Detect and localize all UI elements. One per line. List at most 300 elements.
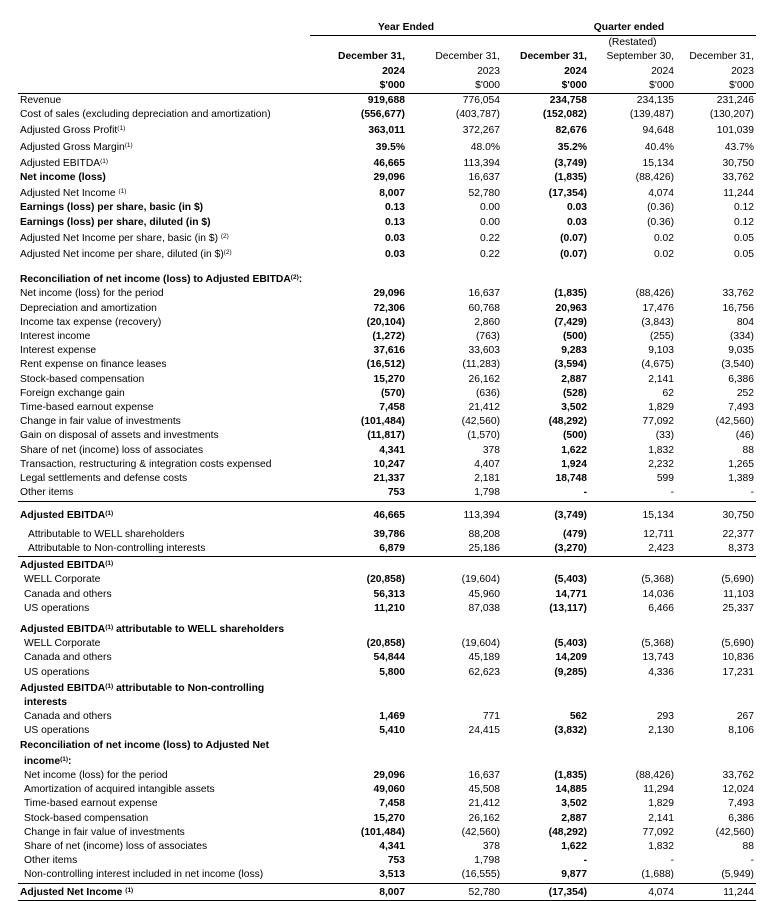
cell-col4 [589,557,676,574]
table-row [18,854,756,868]
cell-col4: 77,092 [642,826,674,838]
table-row [18,246,756,262]
footnote-marker: (1) [124,141,133,149]
footnote-marker: (1) [100,157,109,165]
cell-col4: 234,135 [636,95,674,107]
col3-year: 2024 [564,65,587,77]
cell-col2: 0.22 [479,249,500,261]
section-heading-row [18,680,756,696]
row-label [18,557,310,574]
cell-col2: 378 [482,444,500,456]
table-row [18,588,756,602]
cell-col3 [502,680,589,696]
cell-col5: (334) [729,331,754,343]
cell-col1: 6,879 [310,542,407,557]
cell-col2: 24,415 [468,725,500,737]
cell-col1: (20,858) [366,638,405,650]
cell-col3: 20,963 [555,302,587,314]
cell-col4: - [670,855,674,867]
row-label [18,883,310,900]
col1-unit: $'000 [310,79,407,94]
row-label-text: WELL Corporate [24,574,101,586]
cell-col4: (3,843) [641,316,674,328]
cell-col3: 3,502 [561,402,587,414]
cell-col1: 753 [387,855,405,867]
cell-col1: 0.13 [384,216,405,228]
cell-col3: - [583,855,587,867]
table-row [18,415,756,429]
cell-col3: 3,502 [561,798,587,810]
cell-col1: 29,096 [373,288,405,300]
row-label [18,185,310,201]
cell-col1: 4,341 [379,840,405,852]
row-label [18,651,310,665]
table-row [18,528,756,542]
row-label-text: Net income (loss) [20,172,106,184]
table-row [18,797,756,811]
cell-col2: (1,570) [467,430,500,442]
cell-col4: 77,092 [642,416,674,428]
cell-col2: 113,394 [463,509,500,521]
col5-unit: $'000 [676,79,756,94]
row-label-text: US operations [24,725,90,737]
row-label-text: Rent expense on finance leases [20,359,167,371]
cell-col3: (17,354) [502,883,589,900]
column-date-row [18,50,756,64]
row-label [18,507,310,523]
cell-col5: 0.12 [733,216,754,228]
table-row [18,868,756,883]
period-group-header [18,21,756,36]
cell-col1: (16,512) [366,359,405,371]
cell-col4: 1,832 [648,444,674,456]
row-label [18,724,310,738]
cell-col5: (5,690) [721,574,754,586]
cell-col3: (7,429) [554,316,587,328]
cell-col5: 25,337 [722,602,754,614]
cell-col1: 15,270 [373,812,405,824]
table-row [18,651,756,665]
cell-col2: (42,560) [461,826,500,838]
cell-col4: 17,476 [642,302,674,314]
financial-table [18,21,756,901]
cell-col1: (101,484) [360,416,405,428]
cell-col1: 49,060 [373,784,405,796]
cell-col3: 0.03 [566,216,587,228]
cell-col2: (19,604) [461,574,500,586]
row-label-text: Net income (loss) for the period [20,288,164,300]
cell-col2: (763) [475,331,500,343]
row-label-suffix: : [298,274,303,286]
cell-col1: 5,410 [379,725,405,737]
row-label-text: Adjusted Gross Margin [20,141,125,153]
cell-col1: 56,313 [373,588,405,600]
cell-col1 [310,621,407,637]
cell-col5: 17,231 [722,666,754,678]
row-label [18,444,310,458]
row-label-text: Income tax expense (recovery) [20,316,162,328]
cell-col4 [589,753,676,769]
cell-col5 [676,271,756,287]
row-label-text: Amortization of acquired intangible assets [24,784,215,796]
row-label [18,271,310,287]
cell-col3: 562 [569,711,587,723]
cell-col5: 252 [736,387,754,399]
cell-col5: 88 [742,840,754,852]
row-label-text: US operations [24,666,90,678]
cell-col3: 35.2% [557,141,587,153]
footnote-marker: (1) [105,682,114,690]
cell-col1: 753 [310,486,407,501]
cell-col4: 2,141 [648,373,674,385]
cell-col5: 267 [736,711,754,723]
cell-col1: 5,800 [379,666,405,678]
cell-col5 [676,621,756,637]
cell-col2: 45,508 [468,784,500,796]
cell-col5: 804 [736,316,754,328]
restated-row [18,36,756,51]
cell-col1 [310,696,407,710]
col4-unit: $'000 [589,79,676,94]
cell-col2: 1,798 [474,855,500,867]
cell-col4 [589,739,676,753]
row-label [18,358,310,372]
row-label-text: Other items [24,855,78,867]
table-row [18,458,756,472]
cell-col1: (556,677) [360,109,405,121]
cell-col4: 11,294 [643,784,674,796]
spacer-row [18,262,756,271]
cell-col1 [310,271,407,287]
cell-col3: (479) [562,528,587,540]
cell-col1: 11,210 [374,602,405,614]
cell-col4: (88,426) [635,769,674,781]
row-label [18,155,310,171]
table-row [18,139,756,155]
cell-col3: (500) [562,331,587,343]
cell-col3: (3,749) [554,157,587,169]
cell-col4: 2,141 [648,812,674,824]
cell-col4: 2,130 [648,725,674,737]
row-label [18,621,310,637]
col5-year: 2023 [731,65,754,77]
table-row [18,486,756,501]
cell-col2: 113,394 [463,157,500,169]
cell-col3: 2,887 [561,373,587,385]
row-label-text: Adjusted EBITDA [20,623,106,635]
cell-col1: 363,011 [368,125,405,137]
cell-col4: - [589,486,676,501]
cell-col5: 33,762 [722,172,754,184]
cell-col3 [502,753,589,769]
row-label-text: Interest expense [20,345,97,357]
cell-col5: 6,386 [728,373,754,385]
cell-col3: (17,354) [548,188,587,200]
table-row [18,666,756,680]
col1-year: 2024 [382,65,405,77]
row-label-text: Stock-based compensation [24,812,149,824]
row-label [18,868,310,883]
cell-col2 [407,696,502,710]
row-label [18,602,310,616]
row-label [18,316,310,330]
cell-col5: 88 [742,444,754,456]
cell-col1 [310,557,407,574]
cell-col3: (0.07) [560,232,587,244]
table-row [18,724,756,738]
cell-col2: 21,412 [468,798,500,810]
quarter-ended-header: Quarter ended [502,21,756,36]
cell-col2: 25,186 [407,542,502,557]
row-label [18,472,310,486]
cell-col3: (5,403) [554,638,587,650]
row-label-text: Adjusted Net Income [20,188,119,200]
section-heading-row [18,883,756,900]
cell-col4: (5,368) [641,574,674,586]
cell-col4: 62 [662,387,674,399]
cell-col2: 88,208 [468,528,500,540]
cell-col5: 7,493 [728,402,754,414]
cell-col1: 0.03 [384,249,405,261]
row-label-text: Canada and others [24,588,112,600]
cell-col3 [502,271,589,287]
cell-col4: 6,466 [648,602,674,614]
cell-col4: 4,336 [648,666,674,678]
row-label [18,122,310,138]
cell-col5: 10,836 [722,652,754,664]
cell-col4: (139,487) [629,109,674,121]
cell-col2: 16,637 [468,288,500,300]
cell-col5: 0.05 [733,249,754,261]
cell-col3: - [502,486,589,501]
row-label-text: Adjusted EBITDA [20,682,106,694]
table-row [18,840,756,854]
cell-col5: (46) [735,430,754,442]
cell-col4: 1,829 [648,402,674,414]
cell-col3: (1,835) [554,769,587,781]
table-row [18,429,756,443]
row-label [18,812,310,826]
column-year-row [18,65,756,79]
cell-col3 [502,557,589,574]
section-heading-row [18,507,756,523]
cell-col5: 1,265 [728,458,754,470]
cell-col5: - [750,855,754,867]
row-label-text: Time-based earnout expense [20,402,154,414]
cell-col3: (152,082) [542,109,587,121]
row-label [18,387,310,401]
table-row [18,444,756,458]
col3-date: December 31, [520,51,587,63]
row-label [18,216,310,230]
cell-col1: 29,096 [373,769,405,781]
cell-col2: 1,798 [407,486,502,501]
cell-col4 [589,621,676,637]
row-label-text: Share of net (income) loss of associates [20,444,204,456]
cell-col5: 22,377 [722,528,754,540]
row-label-text: Stock-based compensation [20,373,145,385]
table-row [18,108,756,122]
cell-col2: 21,412 [468,402,500,414]
table-row [18,812,756,826]
cell-col2: 771 [482,711,500,723]
row-label-text: Attributable to Non-controlling interests [28,542,206,554]
cell-col3: 0.03 [566,202,587,214]
cell-col4: 1,832 [648,840,674,852]
row-label-text: Canada and others [24,711,112,723]
table-row [18,573,756,587]
cell-col3: (528) [562,387,587,399]
cell-col4: 13,743 [642,652,674,664]
cell-col4: 40.4% [644,141,674,153]
cell-col4: 94,648 [642,125,674,137]
row-label [18,739,310,753]
cell-col3: (48,292) [548,416,587,428]
cell-col5: 8,106 [728,725,754,737]
cell-col2: (403,787) [455,109,500,121]
row-label [18,94,310,109]
cell-col2: 45,960 [468,588,500,600]
cell-col5: 0.12 [733,202,754,214]
section-heading-row [18,621,756,637]
cell-col2: 33,603 [468,345,500,357]
cell-col5 [676,753,756,769]
cell-col4: 293 [656,711,674,723]
cell-col2: (636) [475,387,500,399]
row-label [18,302,310,316]
cell-col4: (4,675) [641,359,674,371]
cell-col5: 11,244 [723,188,754,200]
cell-col5: 12,024 [722,784,754,796]
row-label [18,230,310,246]
cell-col3: (1,835) [554,172,587,184]
row-label-text: Net income (loss) for the period [24,769,168,781]
table-row [18,542,756,557]
footnote-marker: (1) [60,755,69,763]
cell-col2 [407,621,502,637]
row-label [18,401,310,415]
row-label-text: Non-controlling interest included in net income (loss) [24,869,264,881]
table-row [18,94,756,109]
cell-col5: (5,690) [721,638,754,650]
row-label [18,458,310,472]
cell-col3: (0.07) [560,249,587,261]
col1-date: December 31, [338,51,405,63]
cell-col1: 15,270 [373,373,405,385]
cell-col1: (570) [380,387,405,399]
row-label-suffix: attributable to WELL shareholders [113,623,285,635]
cell-col5: (42,560) [715,826,754,838]
col4-date: September 30, [606,51,674,63]
row-label [18,139,310,155]
cell-col2: (42,560) [461,416,500,428]
footnote-marker: (1) [105,509,114,517]
cell-col5 [676,696,756,710]
row-label-text: Other items [20,487,74,499]
cell-col3: 9,877 [502,868,589,883]
cell-col5: 33,762 [722,769,754,781]
row-label-text: Foreign exchange gain [20,387,125,399]
row-label-suffix: attributable to Non-controlling [113,682,265,694]
cell-col4: (88,426) [635,288,674,300]
row-label [18,783,310,797]
row-label-text: Adjusted Net income per share, diluted (in $) [20,249,224,261]
cell-col4: 15,134 [642,509,674,521]
footnote-marker: (1) [117,125,126,133]
row-label-text: Reconciliation of net income (loss) to Adjusted EBITDA [20,274,291,286]
row-label-text: Earnings (loss) per share, basic (in $) [20,202,204,214]
table-row [18,710,756,724]
cell-col5: (3,540) [721,359,754,371]
row-label-text: Adjusted Gross Profit [20,125,118,137]
cell-col5: 8,373 [676,542,756,557]
row-label-text: Reconciliation of net income (loss) to Adjusted Net [20,739,270,751]
table-row [18,201,756,215]
cell-col5: 0.05 [733,232,754,244]
cell-col1: 46,665 [373,509,405,521]
section-heading-row [18,739,756,753]
cell-col2: 62,623 [468,666,500,678]
table-row [18,769,756,783]
table-body [18,94,756,901]
table-row [18,216,756,230]
cell-col1 [310,753,407,769]
cell-col3: 14,209 [555,652,587,664]
column-unit-row [18,79,756,94]
cell-col4: (5,368) [641,638,674,650]
footnote-marker: (2) [290,274,299,282]
row-label [18,171,310,185]
cell-col1: (20,858) [366,574,405,586]
cell-col3: 1,622 [561,840,587,852]
cell-col1: 1,469 [379,711,405,723]
cell-col3: (3,832) [554,725,587,737]
cell-col3: 18,748 [555,473,587,485]
cell-col4: (88,426) [635,172,674,184]
cell-col2: 26,162 [468,373,500,385]
cell-col2: 45,189 [468,652,500,664]
cell-col5: (5,949) [676,868,756,883]
row-label [18,344,310,358]
cell-col4: 4,074 [648,188,674,200]
table-row [18,330,756,344]
cell-col2 [407,739,502,753]
row-label [18,769,310,783]
section-heading-row [18,696,756,710]
cell-col4: 4,074 [589,883,676,900]
row-label-text: Adjusted Net Income per share, basic (in $) [20,232,221,244]
cell-col1: (11,817) [367,430,405,442]
cell-col5: 43.7% [724,141,754,153]
cell-col5: 30,750 [722,157,754,169]
row-label-text: income [24,755,61,767]
cell-col4: (0.36) [647,202,674,214]
row-label-text: US operations [24,602,90,614]
table-row [18,185,756,201]
cell-col5: 6,386 [728,812,754,824]
cell-col5 [676,739,756,753]
col2-date: December 31, [435,51,500,63]
row-label-text: Interest income [20,331,91,343]
cell-col2: 2,860 [474,316,500,328]
table-row [18,472,756,486]
cell-col3: 1,622 [561,444,587,456]
cell-col1 [310,739,407,753]
row-label-text: Legal settlements and defense costs [20,473,188,485]
cell-col5: 30,750 [722,509,754,521]
table-row [18,155,756,171]
year-ended-header: Year Ended [310,21,502,36]
